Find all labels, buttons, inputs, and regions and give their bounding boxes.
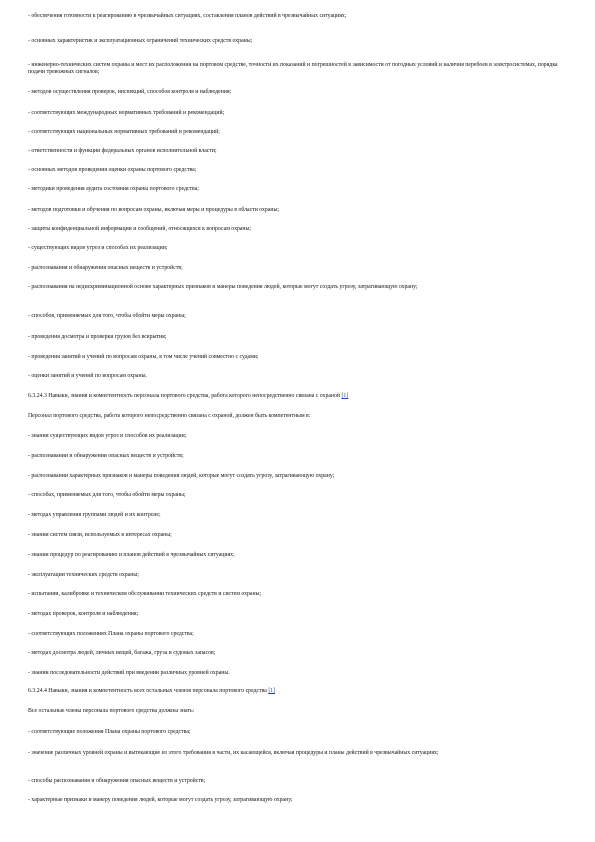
paragraph: Все остальные члены персонала портового средства должны знать: (28, 708, 195, 714)
list-item: - основных методов проведения оценки охраны портового средства; (28, 167, 197, 173)
list-item: - основных характеристик и эксплуатационных ограничений технических средств охраны; (28, 38, 253, 44)
list-item: - способах, применяемых для того, чтобы обойти меры охраны; (28, 492, 186, 498)
list-item: - методах досмотра людей, личных вещей, багажа, груза и судовых запасов; (28, 650, 216, 656)
list-item: - методов осуществления проверок, инспекций, способов контроля и наблюдения; (28, 89, 232, 95)
list-item: - характерные признаки и манеру поведения людей, которые могут создать угрозу, затрагивающую охрану; (28, 797, 293, 803)
list-item: - защиты конфиденциальной информации и сообщений, относящихся к вопросам охраны; (28, 226, 252, 232)
list-item: - проведения досмотра и проверки грузов без вскрытия; (28, 334, 167, 340)
list-item: - знании существующих видов угроз и способов их реализации; (28, 433, 187, 439)
list-item: - проведения занятий и учений по вопросам охраны, в том числе учений совместно с судами; (28, 354, 259, 360)
list-item: - знании систем связи, используемых в интересах охраны; (28, 532, 172, 538)
list-item: - методах управления группами людей и их контроле; (28, 512, 161, 518)
list-item: - соответствующие положения Плана охраны портового средства; (28, 729, 191, 735)
reference-link[interactable]: [1] (341, 393, 349, 399)
paragraph: Персонал портового средства, работа которого непосредственно связана с охраной, должен быть компетентным в: (28, 413, 311, 419)
list-item: - инженерно-технических систем охраны и мест их расположения на портовом средстве, точности их показаний и погрешностей в зависимости от погодных условий и наличия перебоев в электросистемах, порядка подачи тревожных сигналов; (28, 62, 558, 76)
list-item: - обеспечения готовности к реагированию в чрезвычайных ситуациях, составления планов действий в чрезвычайных ситуациях; (28, 13, 347, 19)
list-item: - существующих видов угроз и способах их реализации; (28, 245, 168, 251)
list-item: - методики проведения аудита состояния охраны портового средства; (28, 186, 199, 192)
list-item: - знании последовательности действий при введении различных уровней охраны. (28, 670, 230, 676)
list-item: - распознавании и обнаружении опасных веществ и устройств; (28, 453, 184, 459)
list-item: - оценки занятий и учений по вопросам охраны. (28, 373, 147, 379)
list-item: - распознавания на недискриминационной основе характерных признаков и манеры поведения людей, которые могут создать угрозу, затрагивающую охрану; (28, 284, 418, 290)
list-item: - знании процедур по реагированию и планов действий в чрезвычайных ситуациях; (28, 552, 235, 558)
list-item: - распознавания и обнаружения опасных веществ и устройств; (28, 265, 183, 271)
section-heading (28, 688, 563, 695)
list-item: - методах проверок, контроля и наблюдения; (28, 611, 139, 617)
list-item: - испытании, калибровке и техническом обслуживании технических средств и систем охраны; (28, 591, 262, 597)
list-item: - распознавании характерных признаков и манеры поведения людей, которые могут создать угрозу, затрагивающую охрану; (28, 473, 335, 479)
section-heading-text: 6.3.24.4 Навыки, знания и компетентность всех остальных членов персонала портового средства (28, 688, 267, 694)
list-item: - эксплуатации технических средств охраны; (28, 572, 139, 578)
reference-link[interactable]: [1] (268, 688, 276, 694)
list-item: - способы распознавания и обнаружения опасных веществ и устройств; (28, 778, 206, 784)
list-item: - способов, применяемых для того, чтобы обойти меры охраны; (28, 313, 186, 319)
section-heading-text: 6.3.24.3 Навыки, знания и компетентность персонала портового средства, работа которого непосредственно связана с охраной (28, 393, 341, 399)
list-item: - ответственности и функции федеральных органов исполнительной власти; (28, 148, 217, 154)
list-item: - соответствующих положениях Плана охраны портового средства; (28, 631, 194, 637)
list-item: - значение различных уровней охраны и вытекающие из этого требования в части, их касающейся, включая процедуры и планы действий в чрезвычайных ситуациях; (28, 750, 439, 756)
section-heading (28, 393, 563, 400)
list-item: - соответствующих международных нормативных требований и рекомендаций; (28, 110, 225, 116)
list-item: - методов подготовки и обучения по вопросам охраны, включая меры и процедуры в области охраны; (28, 207, 279, 213)
list-item: - соответствующих национальных нормативных требований и рекомендаций; (28, 129, 220, 135)
